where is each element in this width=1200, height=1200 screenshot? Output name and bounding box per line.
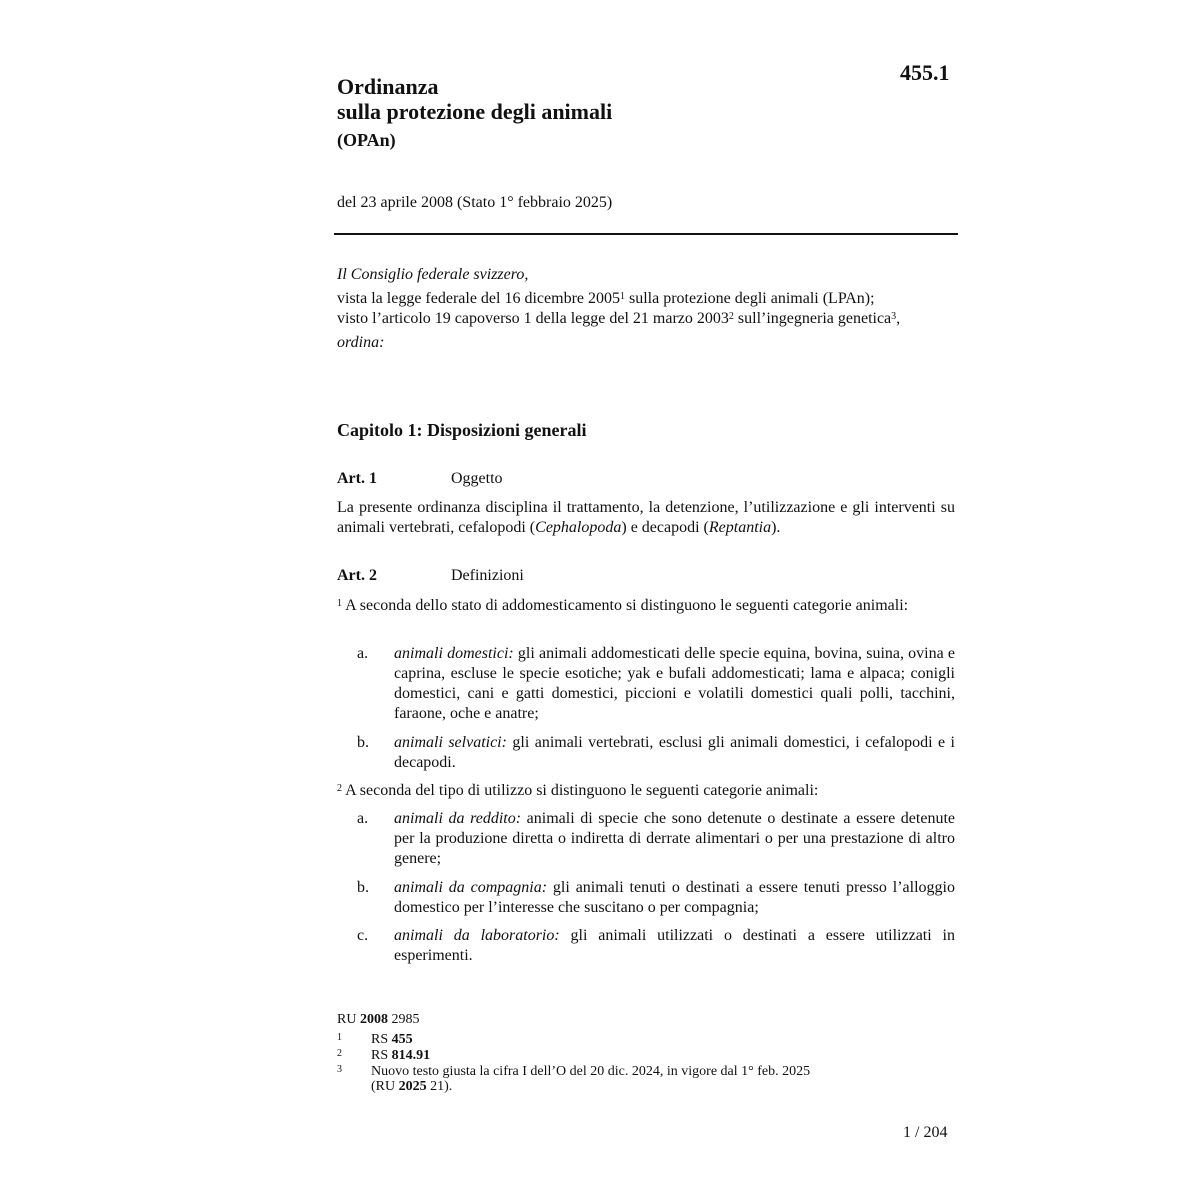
list-item: a. animali da reddito: animali di specie che sono detenute o destinate a essere detenute per la produzione diretta o indiretta di derrate alimentari o per una prestazione di altro genere; <box>357 810 956 867</box>
article-2-paragraph-1: $^1$ A seconda dello stato di addomesticamento si distinguono le seguenti categorie animali: <box>337 597 909 614</box>
article-2-heading <box>337 567 524 585</box>
footnote-ref-2[interactable]: 2 <box>728 311 734 322</box>
title-line-2: sulla protezione degli animali <box>337 99 613 124</box>
list-item: c. animali da laboratorio: gli animali utilizzati o destinati a essere utilizzati in esperimenti. <box>357 927 955 964</box>
list-item: b. animali selvatici: gli animali vertebrati, esclusi gli animali domestici, i cefalopodi e i decapodi. <box>357 734 956 771</box>
document-date: del 23 aprile 2008 (Stato 1° febbraio 2025) <box>337 194 613 211</box>
ru-reference: RU 2008 2985 <box>337 1012 420 1027</box>
preamble-basis-2: visto l’articolo 19 capoverso 1 della legge del 21 marzo 2003$^2$ sull’ingegneria genetica$^3$, <box>337 310 901 327</box>
chapter-heading: Capitolo 1: Disposizioni generali <box>337 420 587 440</box>
list-item: b. animali da compagnia: gli animali tenuti o destinati a essere tenuti presso l’alloggio domestico per l’interesse che suscitano o per compagnia; <box>357 879 955 916</box>
sr-number: 455.1 <box>900 60 950 85</box>
document-abbreviation: (OPAn) <box>337 130 396 150</box>
footnote-2: 2 RS 814.91 <box>337 1048 431 1063</box>
article-2-list-1 <box>337 644 955 774</box>
footnote-1: 1 RS 455 <box>337 1032 413 1047</box>
preamble <box>337 265 955 353</box>
title-line-1: Ordinanza <box>337 74 439 99</box>
footnote-3: 3 Nuovo testo giusta la cifra I dell’O del 20 dic. 2024, in vigore dal 1° feb. 2025 (RU 2025 21). <box>337 1064 811 1094</box>
article-1-heading <box>337 470 503 488</box>
preamble-decree: ordina: <box>337 334 385 351</box>
footnote-ref-3[interactable]: 3 <box>891 311 897 322</box>
footnote-ref-1[interactable]: 1 <box>620 291 625 302</box>
article-2-title: Definizioni <box>451 567 524 584</box>
article-2-paragraph-2: $^2$ A seconda del tipo di utilizzo si distinguono le seguenti categorie animali: <box>337 782 819 799</box>
header-divider <box>334 233 958 235</box>
document-title <box>337 74 612 124</box>
article-1-text: La presente ordinanza disciplina il trattamento, la detenzione, l’utilizzazione e gli interventi su animali vertebrati, cefalopodi (Cephalopoda) e decapodi (Reptantia). <box>337 499 955 536</box>
list-item: a. animali domestici: gli animali addomesticati delle specie equina, bovina, suina, ovina e caprina, escluse le specie esotiche; yak e bufali addomesticati; lama e alpaca; conigli domestici, cani e gatti domestici, piccioni e volatili domestici quali polli, tacchini, faraone, oche e anatre; <box>357 645 956 722</box>
article-1-title: Oggetto <box>451 470 503 487</box>
article-2-list-2 <box>337 809 955 969</box>
article-1-label: Art. 1 <box>337 470 377 487</box>
article-2-label: Art. 2 <box>337 567 377 584</box>
preamble-basis-1: vista la legge federale del 16 dicembre 2005$^1$ sulla protezione degli animali (LPAn); <box>337 290 875 307</box>
preamble-authority: Il Consiglio federale svizzero, <box>337 266 529 283</box>
page-number: 1 / 204 <box>903 1124 948 1141</box>
